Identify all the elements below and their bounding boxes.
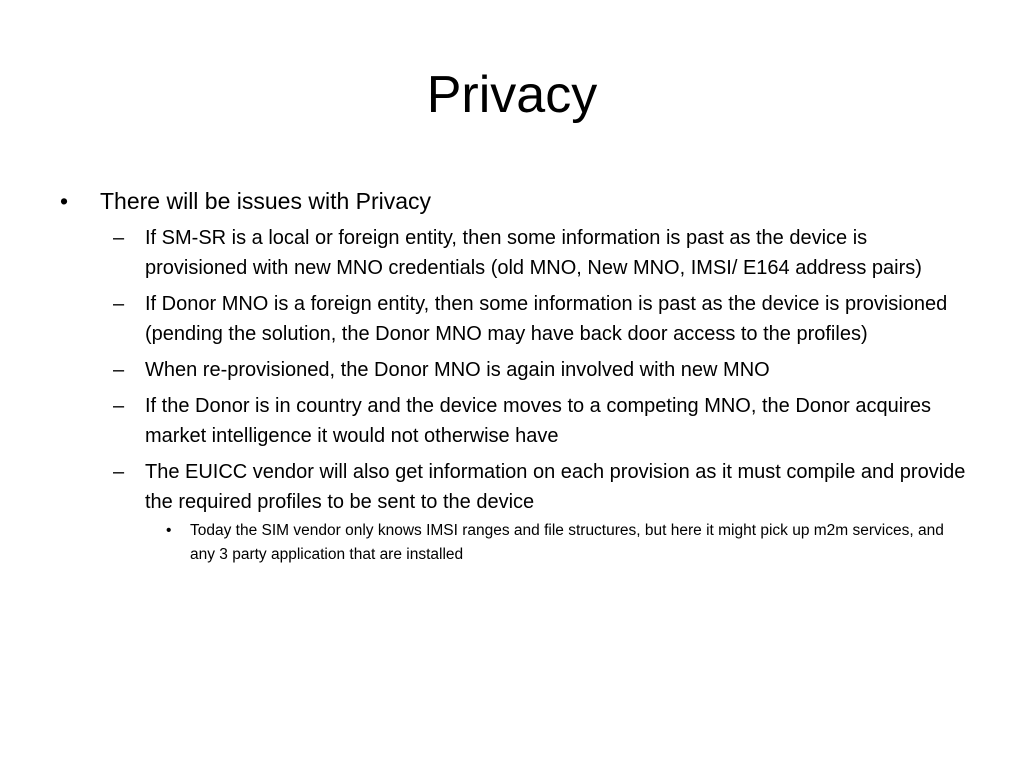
bullet-marker: • [166,522,172,539]
bullet-marker: • [60,188,69,214]
sub-bullet-text: If the Donor is in country and the device moves to a competing MNO, the Donor acquires market intelligence it would not otherwise have [145,395,931,447]
sub-bullet-4 [60,391,970,451]
sub-bullet-3 [60,355,970,385]
dash-marker: – [113,293,125,315]
sub-sub-bullet-text: Today the SIM vendor only knows IMSI ranges and file structures, but here it might pick up m2m services, and any 3 party application that are installed [190,522,944,563]
dash-marker: – [113,227,125,249]
slide-title: Privacy [426,66,598,124]
sub-bullet-text: If SM-SR is a local or foreign entity, then some information is past as the device is provisioned with new MNO credentials (old MNO, New MNO, IMSI/ E164 address pairs) [145,227,922,279]
dash-marker: – [113,359,125,381]
bullet-text: There will be issues with Privacy [100,188,432,214]
dash-marker: – [113,461,125,483]
sub-bullet-2 [60,289,970,349]
sub-bullet-text: If Donor MNO is a foreign entity, then some information is past as the device is provisioned (pending the solution, the Donor MNO may have back door access to the profiles) [145,293,948,345]
sub-bullet-text: When re-provisioned, the Donor MNO is again involved with new MNO [145,359,770,381]
bullet-level-1 [60,185,970,217]
sub-bullet-1 [60,223,970,283]
sub-bullet-text: The EUICC vendor will also get information on each provision as it must compile and provide the required profiles to be sent to the device [145,461,966,513]
sub-sub-bullet [60,519,970,567]
slide-body [60,185,970,573]
dash-marker: – [113,395,125,417]
sub-bullet-5 [60,457,970,567]
sub-bullet-list [60,223,970,567]
